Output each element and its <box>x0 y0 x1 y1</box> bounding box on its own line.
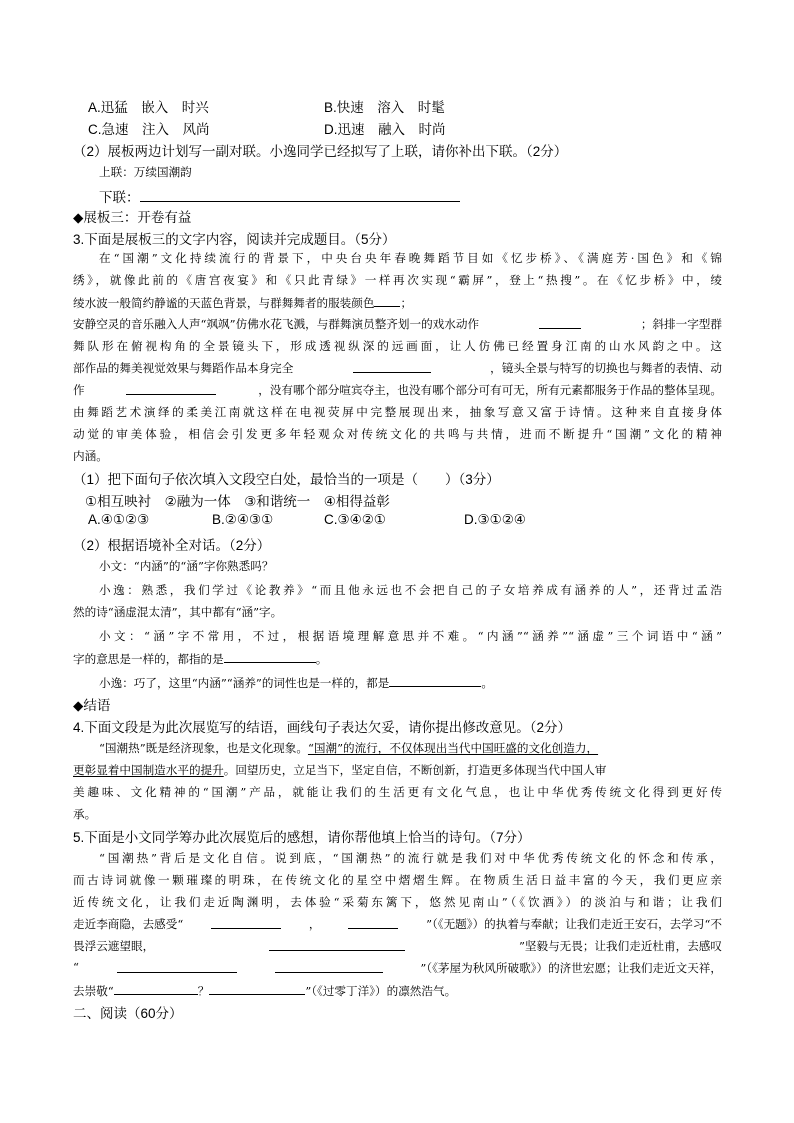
underlined-sentence: “国潮”的流行，不仅体现出当代中国旺盛的文化创造力， <box>307 741 599 755</box>
essay-line <box>73 982 456 999</box>
passage-line: 动觉的审美体验，相信会引发更多年轻观众对传统文化的共鸣与共情，进而不断提升“国潮”文化的精神 <box>73 427 722 441</box>
fill-blank-1[interactable] <box>374 294 400 307</box>
dialogue-line <box>73 650 327 667</box>
upper-couplet: 上联：万续国潮韵 <box>99 165 192 179</box>
sub-question-1: （1）把下面句子依次填入文段空白处，最恰当的一项是（ ）（3分） <box>73 472 500 487</box>
poem-blank-1[interactable] <box>211 916 281 929</box>
answer-d[interactable]: D.③①②④ <box>464 512 526 527</box>
option-b: B.快速 溶入 时髦 <box>324 100 445 115</box>
essay-text: 畏浮云遮望眼， <box>73 939 155 953</box>
conclusion-line: 承。 <box>73 807 97 821</box>
passage-line: 由舞蹈艺术演绎的柔美江南就这样在电视荧屏中完整展现出来，抽象写意又富于诗情。这种来自直接身体 <box>73 405 722 419</box>
choice-phrases: ①相互映衬 ②融为一体 ③和谐统一 ④相得益彰 <box>85 494 390 509</box>
passage-text: 部作品的舞美视觉效果与舞蹈作品本身完全 <box>73 361 294 375</box>
passage-text: 作 <box>73 383 85 397</box>
couplet-question: （2）展板两边计划写一副对联。小逸同学已经拟写了上联，请你补出下联。（2分） <box>73 144 568 159</box>
fill-blank-4[interactable] <box>126 382 216 395</box>
essay-text: ， <box>308 917 321 931</box>
lower-couplet <box>99 186 460 206</box>
passage-line: 内涵。 <box>73 449 108 463</box>
passage-text: ，镜头全景与特写的切换也与舞者的表情、动 <box>490 361 722 375</box>
dialogue-text: 小逸：巧了，这里“内涵”“涵养”的词性也是一样的，都是 <box>99 676 390 690</box>
essay-line: “国潮热”背后是文化自信。说到底，“国潮热”的流行就是我们对中华优秀传统文化的怀念和传承， <box>99 851 722 865</box>
essay-text: “ <box>73 960 79 974</box>
passage-line <box>73 360 722 376</box>
poem-blank-3[interactable] <box>269 938 405 951</box>
section-2-heading: 二、阅读（60分） <box>73 1006 183 1021</box>
answer-b[interactable]: B.②④③① <box>212 512 274 527</box>
conclusion-line: 美趣味、文化精神的“国潮”产品，就能让我们的生活更有文化气息，也让中华优秀传统文化得到更好传 <box>73 785 722 799</box>
dialogue-line: 小逸：熟悉，我们学过《论教养》“而且他永远也不会把自己的子女培养成有涵养的人”，还背过孟浩 <box>99 583 722 597</box>
passage-text: 安静空灵的音乐融入人声“飒飒”仿佛水花飞溅，与群舞演员整齐划一的戏水动作 <box>73 317 480 331</box>
dialogue-line <box>99 674 493 691</box>
essay-text: ”坚毅与无畏；让我们走近杜甫，去感叹 <box>518 939 722 953</box>
board3-heading: ◆展板三：开卷有益 <box>73 210 192 225</box>
fill-blank-2[interactable] <box>539 316 581 329</box>
essay-text: 走近李商隐，去感受“ <box>73 917 184 931</box>
poem-blank-4[interactable] <box>117 960 237 973</box>
essay-line: 而古诗词就像一颗璀璨的明珠，在传统文化的星空中熠熠生辉。在物质生活日益丰富的今天，我们更应亲 <box>73 873 722 887</box>
essay-text: ”（《茅屋为秋风所破歌》）的济世宏愿；让我们走近文天祥， <box>420 961 722 975</box>
question-4-title: 4.下面文段是为此次展览写的结语，画线句子表达欠妥，请你提出修改意见。（2分） <box>73 720 572 735</box>
poem-blank-6[interactable] <box>114 982 198 995</box>
fill-blank-meaning[interactable] <box>224 650 316 663</box>
essay-line <box>73 960 722 976</box>
essay-text: 去崇敬“ <box>73 984 114 998</box>
dialogue-line: 小文：“内涵”的“涵”字你熟悉吗？ <box>99 559 274 573</box>
passage-text: ，没有哪个部分喧宾夺主，也没有哪个部分可有可无，所有元素都服务于作品的整体呈现。 <box>258 383 722 397</box>
conclusion-heading: ◆结语 <box>73 698 111 713</box>
essay-text: ”（《无题》）的执着与奉献；让我们走近王安石，去学习“不 <box>426 917 722 931</box>
passage-line: 绣》，就像此前的《唐宫夜宴》和《只此青绿》一样再次实现“霸屏”，登上“热搜”。在《忆步桥》中，绫 <box>73 273 722 287</box>
poem-blank-7[interactable] <box>209 982 305 995</box>
underlined-sentence: 更彰显着中国制造水平的提升 <box>73 763 224 777</box>
question-3-title: 3.下面是展板三的文字内容，阅读并完成题目。（5分） <box>73 232 396 247</box>
question-5-title: 5.下面是小文同学筹办此次展览后的感想，请你帮他填上恰当的诗句。（7分） <box>73 830 531 845</box>
essay-line <box>73 938 722 954</box>
passage-text: 绫水波一般简约静谧的天蓝色背景，与群舞舞者的服装颜色 <box>73 296 375 310</box>
option-d: D.迅速 融入 时尚 <box>324 122 446 137</box>
poem-blank-2[interactable] <box>348 916 398 929</box>
essay-line <box>73 916 722 932</box>
conclusion-line <box>73 762 606 778</box>
sub-question-2: （2）根据语境补全对话。（2分） <box>73 538 271 553</box>
dialogue-text: 字的意思是一样的，都指的是 <box>73 652 224 666</box>
answer-a[interactable]: A.④①②③ <box>88 512 150 527</box>
option-c: C.急速 注入 风尚 <box>88 122 210 137</box>
poem-blank-5[interactable] <box>275 960 383 973</box>
fill-blank-pos[interactable] <box>389 674 481 687</box>
essay-text: ？ <box>197 984 210 998</box>
passage-line: 舞队形在俯视构角的全景镜头下，形成透视纵深的远画面，让人仿佛已经置身江南的山水风韵之中。这 <box>73 339 722 353</box>
option-a: A.迅猛 嵌入 时兴 <box>88 100 209 115</box>
passage-line <box>73 382 722 398</box>
passage-line <box>73 316 722 332</box>
conclusion-text: 。回望历史，立足当下，坚定自信，不断创新，打造更多体现当代中国人审 <box>223 763 607 777</box>
passage-line: 在“国潮”文化持续流行的背景下，中央台央年春晚舞蹈节目如《忆步桥》、《满庭芳·国色》和《锦 <box>99 251 722 265</box>
conclusion-text: “国潮热”既是经济现象，也是文化现象。 <box>99 741 308 755</box>
dialogue-text: 。 <box>481 676 493 690</box>
lower-couplet-label: 下联： <box>99 190 140 205</box>
passage-line <box>73 294 412 311</box>
dialogue-text: 。 <box>315 652 328 666</box>
essay-line: 近传统文化，让我们走近陶渊明，去体验“采菊东篱下，悠然见南山”（《饮酒》）的淡泊与和谐；让我们 <box>73 895 722 909</box>
answer-c[interactable]: C.③④②① <box>324 512 386 527</box>
dialogue-line: 然的诗“涵虚混太清”，其中都有“涵”字。 <box>73 605 283 619</box>
dialogue-line: 小文：“涵”字不常用，不过，根据语境理解意思并不难。“内涵”“涵养”“涵虚”三个词语中“涵” <box>99 629 722 643</box>
lower-couplet-blank[interactable] <box>140 189 460 202</box>
fill-blank-3[interactable] <box>353 360 431 373</box>
passage-text: ；斜排一字型群 <box>640 317 722 331</box>
conclusion-line <box>99 740 722 756</box>
essay-text: ”（《过零丁洋》）的凛然浩气。 <box>305 984 457 998</box>
passage-text: ； <box>400 296 413 310</box>
